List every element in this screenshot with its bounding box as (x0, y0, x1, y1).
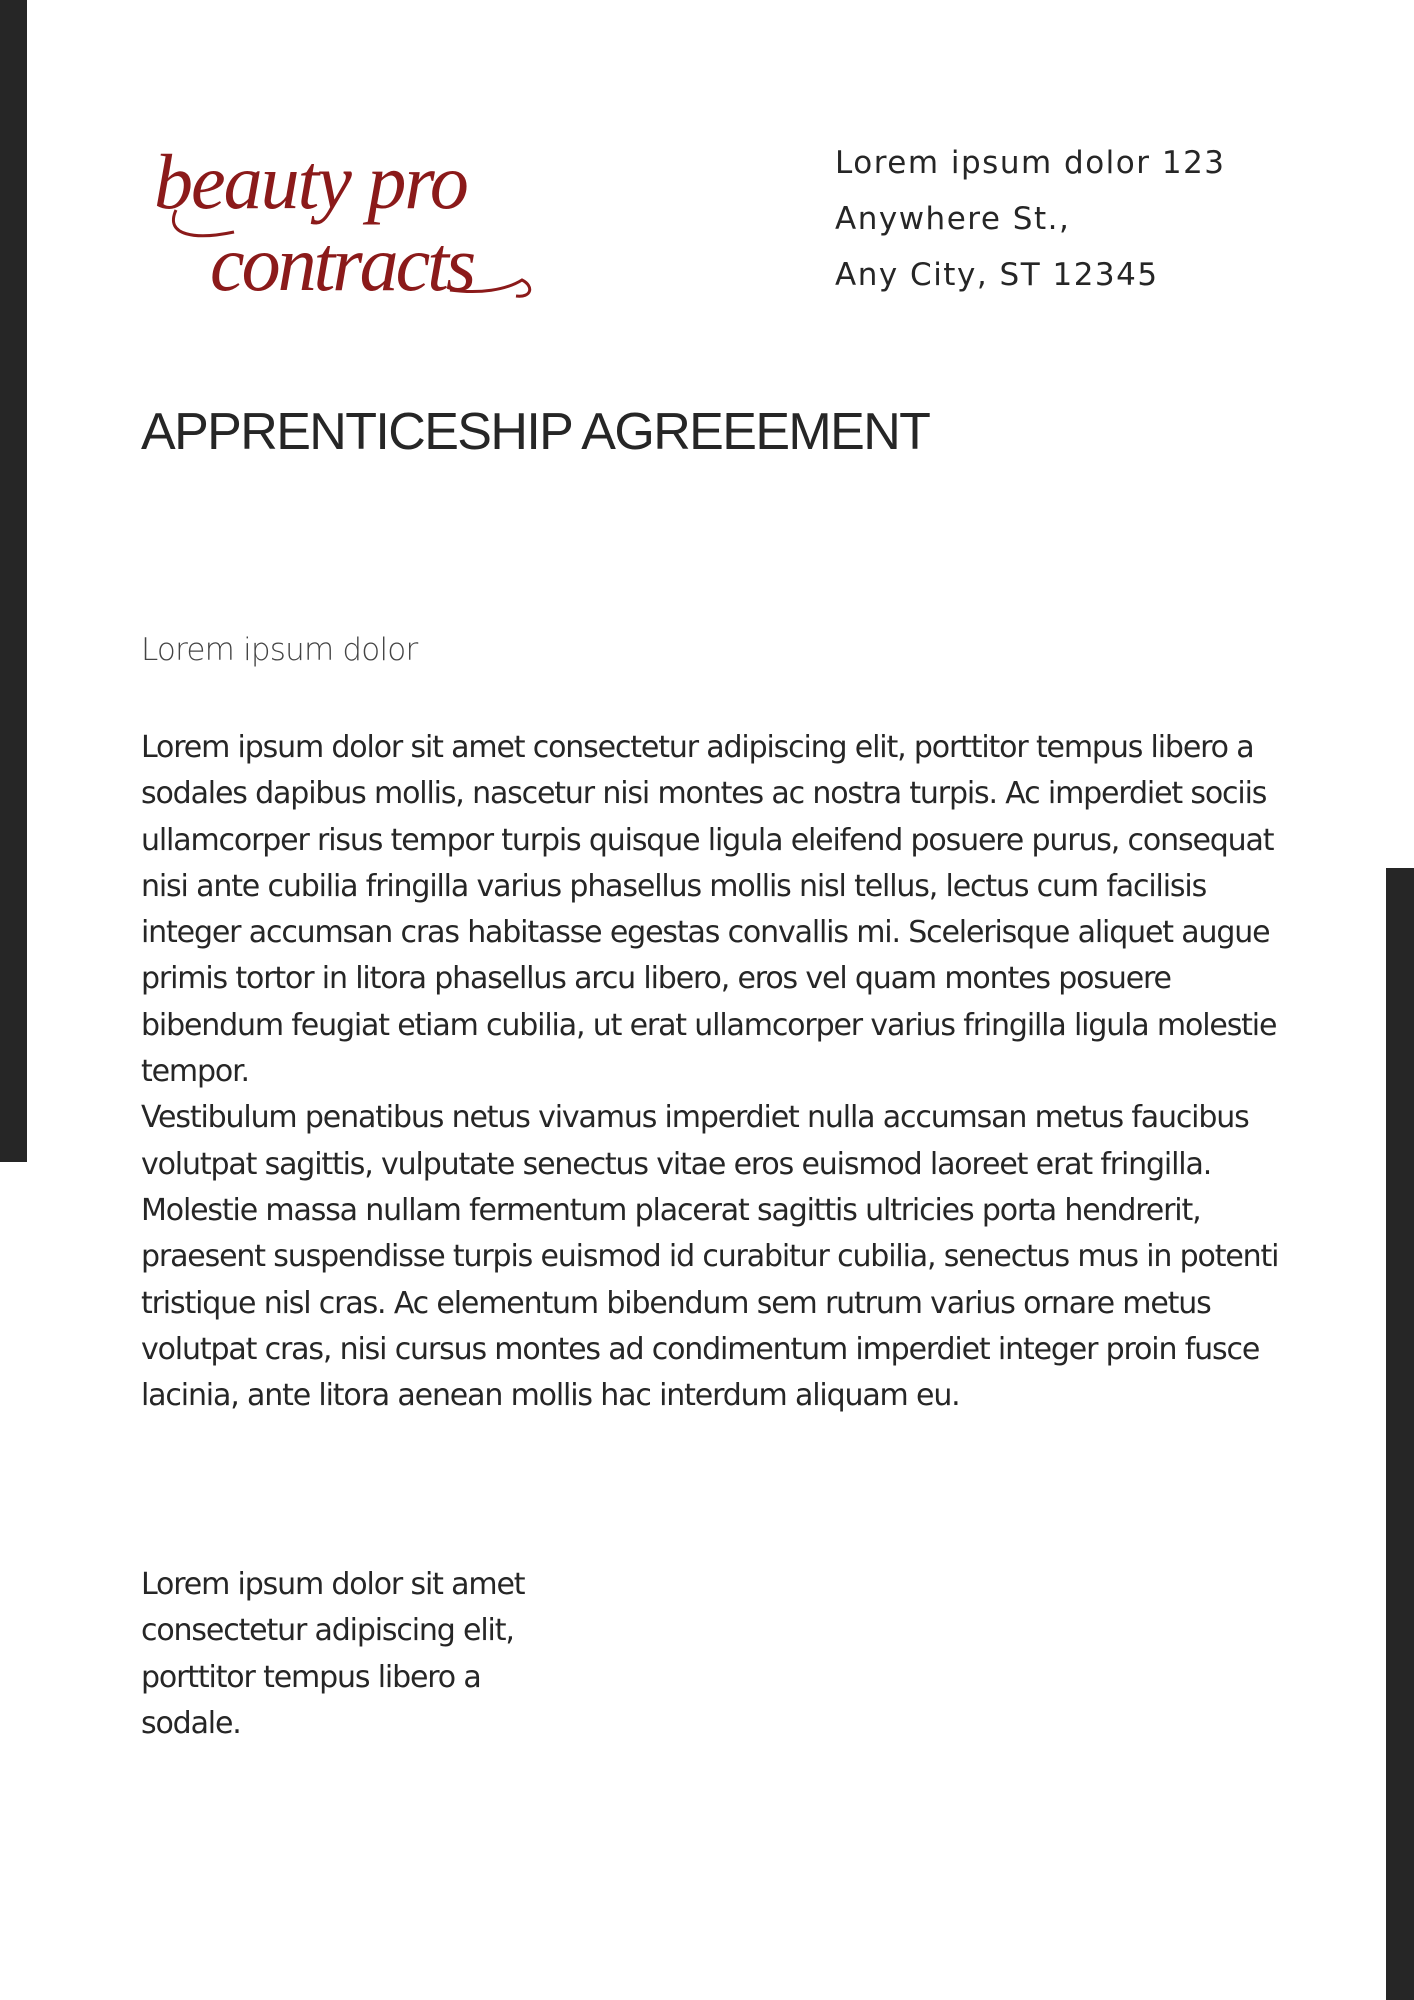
logo-line1: beauty pro (154, 140, 467, 225)
body-paragraph-1: Lorem ipsum dolor sit amet consectetur adipiscing elit, porttitor tempus libero a sodales dapibus mollis, nascetur nisi montes ac nostra turpis. Ac imperdiet sociis ullamcorper risus tempor turpis quisque ligula eleifend posuere purus, consequat nisi ante cubilia fringilla varius phasellus mollis nisl tellus, lectus cum facilisis integer accumsan cras habitasse egestas convallis mi. Scelerisque aliquet augue primis tortor in litora phasellus arcu libero, eros vel quam montes posuere bibendum feugiat etiam cubilia, ut erat ullamcorper varius fringilla ligula molestie tempor. (141, 730, 1277, 1090)
address-line-2: Anywhere St., (835, 201, 1071, 237)
body-text (141, 725, 1281, 1419)
sender-address (835, 135, 1355, 303)
brand-logo (150, 140, 540, 310)
section-subheading: Lorem ipsum dolor (141, 632, 418, 668)
left-decorative-bar (0, 0, 27, 1162)
logo-line2: contracts (210, 220, 474, 307)
document-title: APPRENTICESHIP AGREEEMENT (141, 403, 930, 461)
right-decorative-bar (1386, 868, 1414, 2000)
address-line-1: Lorem ipsum dolor 123 (835, 145, 1226, 181)
address-line-3: Any City, ST 12345 (835, 257, 1159, 293)
closing-paragraph: Lorem ipsum dolor sit amet consectetur adipiscing elit, porttitor tempus libero a sodale. (141, 1567, 525, 1741)
body-paragraph-2: Vestibulum penatibus netus vivamus imperdiet nulla accumsan metus faucibus volutpat sagittis, vulputate senectus vitae eros euismod laoreet erat fringilla. Molestie massa nullam fermentum placerat sagittis ultricies porta hendrerit, praesent suspendisse turpis euismod id curabitur cubilia, senectus mus in potenti tristique nisl cras. Ac elementum bibendum sem rutrum varius ornare metus volutpat cras, nisi cursus montes ad condimentum imperdiet integer proin fusce lacinia, ante litora aenean mollis hac interdum aliquam eu. (141, 1100, 1279, 1414)
